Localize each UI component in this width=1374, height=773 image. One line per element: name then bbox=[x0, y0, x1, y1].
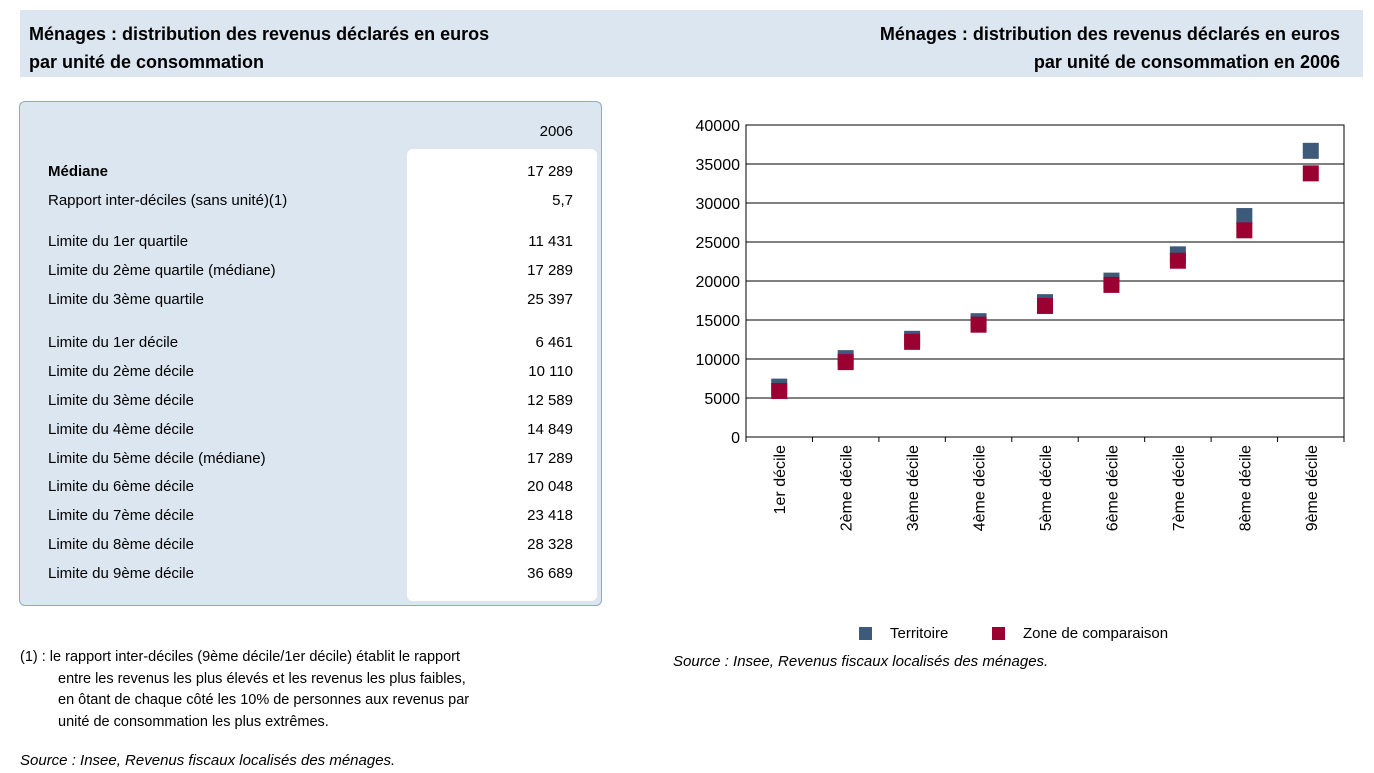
y-tick-label: 25000 bbox=[695, 235, 740, 252]
marker-zone-de-comparaison bbox=[1303, 165, 1319, 181]
marker-zone-de-comparaison bbox=[971, 317, 987, 333]
row-value: 6 461 bbox=[535, 334, 573, 351]
x-category-label: 7ème décile bbox=[1170, 445, 1188, 532]
marker-zone-de-comparaison bbox=[904, 334, 920, 350]
row-value: 12 589 bbox=[527, 392, 573, 409]
row-value: 10 110 bbox=[528, 363, 573, 380]
x-category-label: 4ème décile bbox=[971, 445, 989, 532]
marker-zone-de-comparaison bbox=[1103, 277, 1119, 293]
footnote bbox=[20, 647, 560, 733]
x-category-label: 5ème décile bbox=[1038, 445, 1055, 532]
row-value: 17 289 bbox=[527, 262, 573, 279]
legend-swatch-zone bbox=[992, 627, 1005, 640]
row-label: Limite du 1er décile bbox=[48, 334, 179, 351]
row-label: Limite du 1er quartile bbox=[48, 233, 189, 250]
marker-zone-de-comparaison bbox=[1037, 298, 1053, 314]
chart-title-line1: Ménages : distribution des revenus déclarés en euros bbox=[879, 24, 1340, 44]
y-tick-label: 40000 bbox=[695, 118, 740, 135]
row-label: Limite du 7ème décile bbox=[48, 507, 194, 524]
row-label: Limite du 4ème décile bbox=[48, 421, 194, 438]
row-label: Médiane bbox=[48, 163, 109, 180]
row-value: 28 328 bbox=[527, 536, 573, 553]
chart-title-line2: par unité de consommation en 2006 bbox=[1033, 52, 1340, 72]
year-header: 2006 bbox=[539, 123, 573, 140]
row-label: Limite du 2ème quartile (médiane) bbox=[48, 262, 276, 279]
x-category-label: 9ème décile bbox=[1303, 445, 1321, 532]
marker-zone-de-comparaison bbox=[838, 354, 854, 370]
legend-item-territoire bbox=[859, 625, 948, 642]
row-label: Limite du 3ème quartile bbox=[48, 291, 204, 308]
marker-zone-de-comparaison bbox=[771, 383, 787, 399]
row-label: Limite du 9ème décile bbox=[48, 565, 194, 582]
row-value: 17 289 bbox=[527, 163, 573, 180]
marker-zone-de-comparaison bbox=[1170, 253, 1186, 269]
marker-territoire bbox=[1303, 143, 1319, 159]
row-label: Limite du 5ème décile (médiane) bbox=[48, 450, 266, 467]
legend-label-zone: Zone de comparaison bbox=[1023, 625, 1169, 642]
row-label: Limite du 8ème décile bbox=[48, 536, 194, 553]
row-label: Limite du 6ème décile bbox=[48, 478, 194, 495]
footnote-line1: (1) : le rapport inter-déciles (9ème décile/1er décile) établit le rapport bbox=[20, 649, 461, 665]
table-source: Source : Insee, Revenus fiscaux localisés des ménages. bbox=[20, 752, 396, 769]
row-value: 23 418 bbox=[527, 507, 573, 524]
row-label: Rapport inter-déciles (sans unité)(1) bbox=[48, 192, 288, 209]
row-value: 25 397 bbox=[527, 291, 573, 308]
y-tick-label: 20000 bbox=[695, 274, 740, 291]
y-tick-label: 5000 bbox=[704, 391, 740, 408]
row-value: 17 289 bbox=[527, 450, 573, 467]
row-value: 20 048 bbox=[527, 478, 573, 495]
chart-title bbox=[880, 20, 1340, 76]
row-label: Limite du 3ème décile bbox=[48, 392, 194, 409]
y-tick-label: 35000 bbox=[695, 157, 740, 174]
x-category-label: 2ème décile bbox=[838, 445, 856, 532]
row-value: 14 849 bbox=[527, 421, 573, 438]
legend-item-zone bbox=[992, 625, 1168, 642]
x-category-label: 6ème décile bbox=[1104, 445, 1122, 532]
legend-label-territoire: Territoire bbox=[890, 625, 949, 642]
row-label: Limite du 2ème décile bbox=[48, 363, 194, 380]
chart-source: Source : Insee, Revenus fiscaux localisés des ménages. bbox=[673, 653, 1049, 670]
row-value: 5,7 bbox=[552, 192, 573, 209]
y-tick-label: 30000 bbox=[695, 196, 740, 213]
footnote-line3: en ôtant de chaque côté les 10% de personnes aux revenus par bbox=[58, 692, 470, 708]
row-value: 36 689 bbox=[527, 565, 573, 582]
decile-chart bbox=[640, 100, 1360, 560]
x-category-label: 1er décile bbox=[772, 445, 790, 515]
marker-zone-de-comparaison bbox=[1236, 222, 1252, 238]
y-tick-label: 15000 bbox=[695, 313, 740, 330]
table-title-line1: Ménages : distribution des revenus déclarés en euros bbox=[29, 24, 490, 44]
y-tick-label: 0 bbox=[731, 430, 740, 447]
marker-territoire bbox=[1236, 208, 1252, 224]
table-title bbox=[29, 20, 489, 76]
footnote-line4: unité de consommation les plus extrêmes. bbox=[58, 713, 329, 730]
table-title-line2: par unité de consommation bbox=[29, 52, 265, 72]
footnote-line2: entre les revenus les plus élevés et les revenus les plus faibles, bbox=[58, 670, 466, 687]
x-category-label: 8ème décile bbox=[1237, 445, 1255, 532]
row-value: 11 431 bbox=[528, 233, 573, 250]
y-tick-label: 10000 bbox=[695, 352, 740, 369]
x-category-label: 3ème décile bbox=[905, 445, 923, 532]
legend-swatch-territoire bbox=[859, 627, 872, 640]
